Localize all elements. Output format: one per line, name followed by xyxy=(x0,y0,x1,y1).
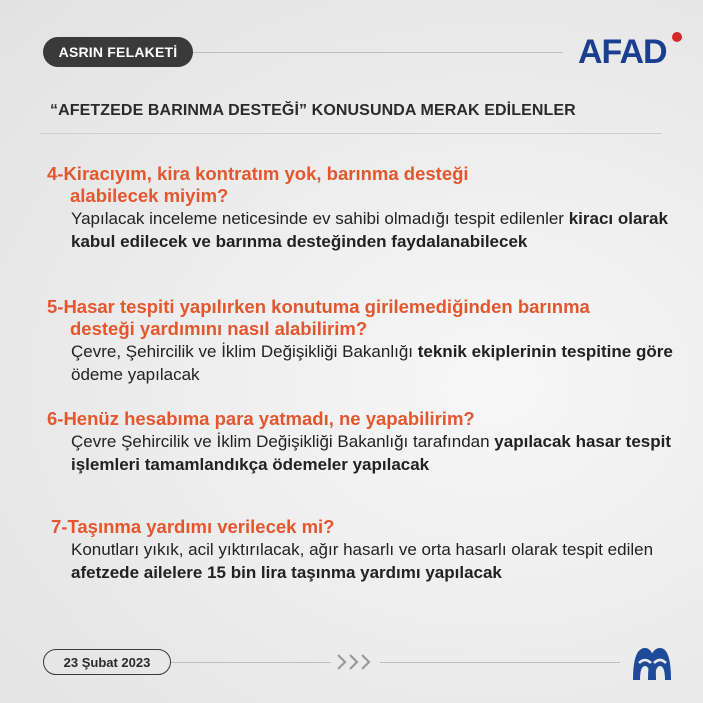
answer-emphasis: yapılacak hasar tespit işlemleri tamamlandıkça ödemeler yapılacak xyxy=(71,432,672,474)
question-line: 7-Taşınma yardımı verilecek mi? xyxy=(51,516,335,537)
question-line: alabilecek miyim? xyxy=(70,185,229,206)
divider xyxy=(171,662,331,663)
date-label: 23 Şubat 2023 xyxy=(63,654,151,670)
answer-text: Yapılacak inceleme neticesinde ev sahibi olmadığı tespit edilenler xyxy=(71,209,569,228)
page-title: “AFETZEDE BARINMA DESTEĞİ” KONUSUNDA MERAK EDİLENLER xyxy=(50,102,576,119)
qa-item xyxy=(47,163,677,253)
answer xyxy=(47,340,677,386)
answer-text: Çevre, Şehircilik ve İklim Değişikliği Bakanlığı xyxy=(71,342,418,361)
qa-item xyxy=(47,296,677,386)
answer-emphasis: kiracı olarak kabul edilecek ve barınma desteğinden faydalanabilecek xyxy=(71,209,668,251)
answer-emphasis: afetzede ailelere 15 bin lira taşınma yardımı yapılacak xyxy=(71,563,502,582)
question xyxy=(51,516,681,538)
question-line: 6-Henüz hesabıma para yatmadı, ne yapabilirim? xyxy=(47,408,475,429)
answer xyxy=(47,207,677,253)
qa-item xyxy=(47,408,677,476)
afad-logo xyxy=(578,30,688,74)
category-badge xyxy=(43,37,193,67)
answer-text: Konutları yıkık, acil yıktırılacak, ağır hasarlı ve orta hasarlı olarak tespit edilen xyxy=(71,540,654,559)
answer xyxy=(47,430,677,476)
divider xyxy=(380,662,620,663)
question xyxy=(47,163,677,207)
category-badge-label: ASRIN FELAKETİ xyxy=(58,44,178,60)
answer-text: Çevre Şehircilik ve İklim Değişikliği Bakanlığı tarafından xyxy=(71,432,495,451)
flag-icon xyxy=(672,32,682,42)
afad-logo-text: AFAD xyxy=(578,33,667,71)
answer-emphasis: teknik ekiplerinin tespitine göre xyxy=(417,342,673,361)
answer-text: ödeme yapılacak xyxy=(71,365,200,384)
chevrons-right-icon xyxy=(334,650,378,674)
question-line: desteği yardımını nasıl alabilirim? xyxy=(70,318,368,339)
question-line: 4-Kiracıyım, kira kontratım yok, barınma desteği xyxy=(47,163,469,184)
question xyxy=(47,296,677,340)
question-line: 5-Hasar tespiti yapılırken konutuma girilemediğinden barınma xyxy=(47,296,590,317)
qa-item xyxy=(51,516,681,584)
divider xyxy=(40,133,662,134)
question xyxy=(47,408,677,430)
aa-logo-icon xyxy=(630,642,674,682)
answer xyxy=(51,538,681,584)
date-badge xyxy=(43,649,171,675)
divider xyxy=(193,52,563,53)
